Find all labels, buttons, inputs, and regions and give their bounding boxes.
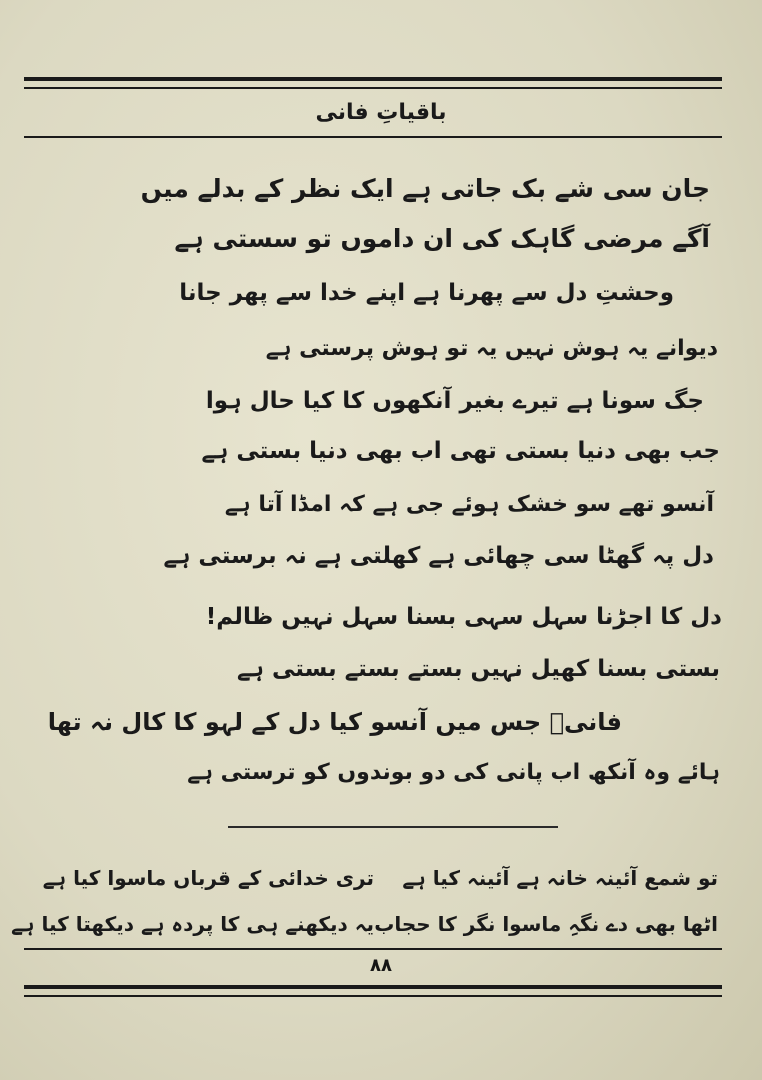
verse-line: جگ سونا ہے تیرے بغیر آنکھوں کا کیا حال ہوا xyxy=(205,388,704,414)
header-rule xyxy=(24,136,722,138)
verse-line: جان سی شے بک جاتی ہے ایک نظر کے بدلے میں xyxy=(140,174,710,203)
page-number: ۸۸ xyxy=(370,955,392,976)
verse-line: بستی بسنا کھیل نہیں بستے بستے بستی ہے xyxy=(237,656,720,682)
verse-line: ہائے وہ آنکھ اب پانی کی دو بوندوں کو ترستی ہے xyxy=(187,760,720,785)
couplet-line: تری خدائی کے قرباں ماسوا کیا ہے xyxy=(42,866,374,890)
couplet-line: یہ دیکھنے ہی کا پردہ ہے دیکھتا کیا ہے xyxy=(11,912,374,936)
footer-rule-thin xyxy=(24,995,722,997)
running-header: باقیاتِ فانی xyxy=(315,100,447,125)
footer-rule-thick xyxy=(24,985,722,989)
couplet-line: اٹھا بھی دے نگہِ ماسوا نگر کا حجاب xyxy=(374,912,718,936)
top-rule-thick xyxy=(24,77,722,81)
footer-rule-top xyxy=(24,948,722,950)
verse-line: فانیؔ جس میں آنسو کیا دل کے لہو کا کال نہ تھا xyxy=(47,708,622,736)
top-rule-thin xyxy=(24,87,722,89)
verse-line: جب بھی دنیا بستی تھی اب بھی دنیا بستی ہے xyxy=(201,438,720,464)
verse-line: دل پہ گھٹا سی چھائی ہے کھلتی ہے نہ برستی ہے xyxy=(163,543,714,569)
verse-line: دیوانے یہ ہوش نہیں یہ تو ہوش پرستی ہے xyxy=(265,336,718,361)
verse-line: دل کا اجڑنا سہل سہی بسنا سہل نہیں ظالم! xyxy=(205,604,722,630)
verse-line: وحشتِ دل سے پھرنا ہے اپنے خدا سے پھر جانا xyxy=(179,280,674,306)
verse-line: آگے مرضی گاہک کی ان داموں تو سستی ہے xyxy=(174,224,710,253)
couplet-line: تو شمع آئینہ خانہ ہے آئینہ کیا ہے xyxy=(402,866,718,890)
section-divider xyxy=(228,826,558,828)
verse-line: آنسو تھے سو خشک ہوئے جی ہے کہ امڈا آتا ہے xyxy=(224,492,714,517)
